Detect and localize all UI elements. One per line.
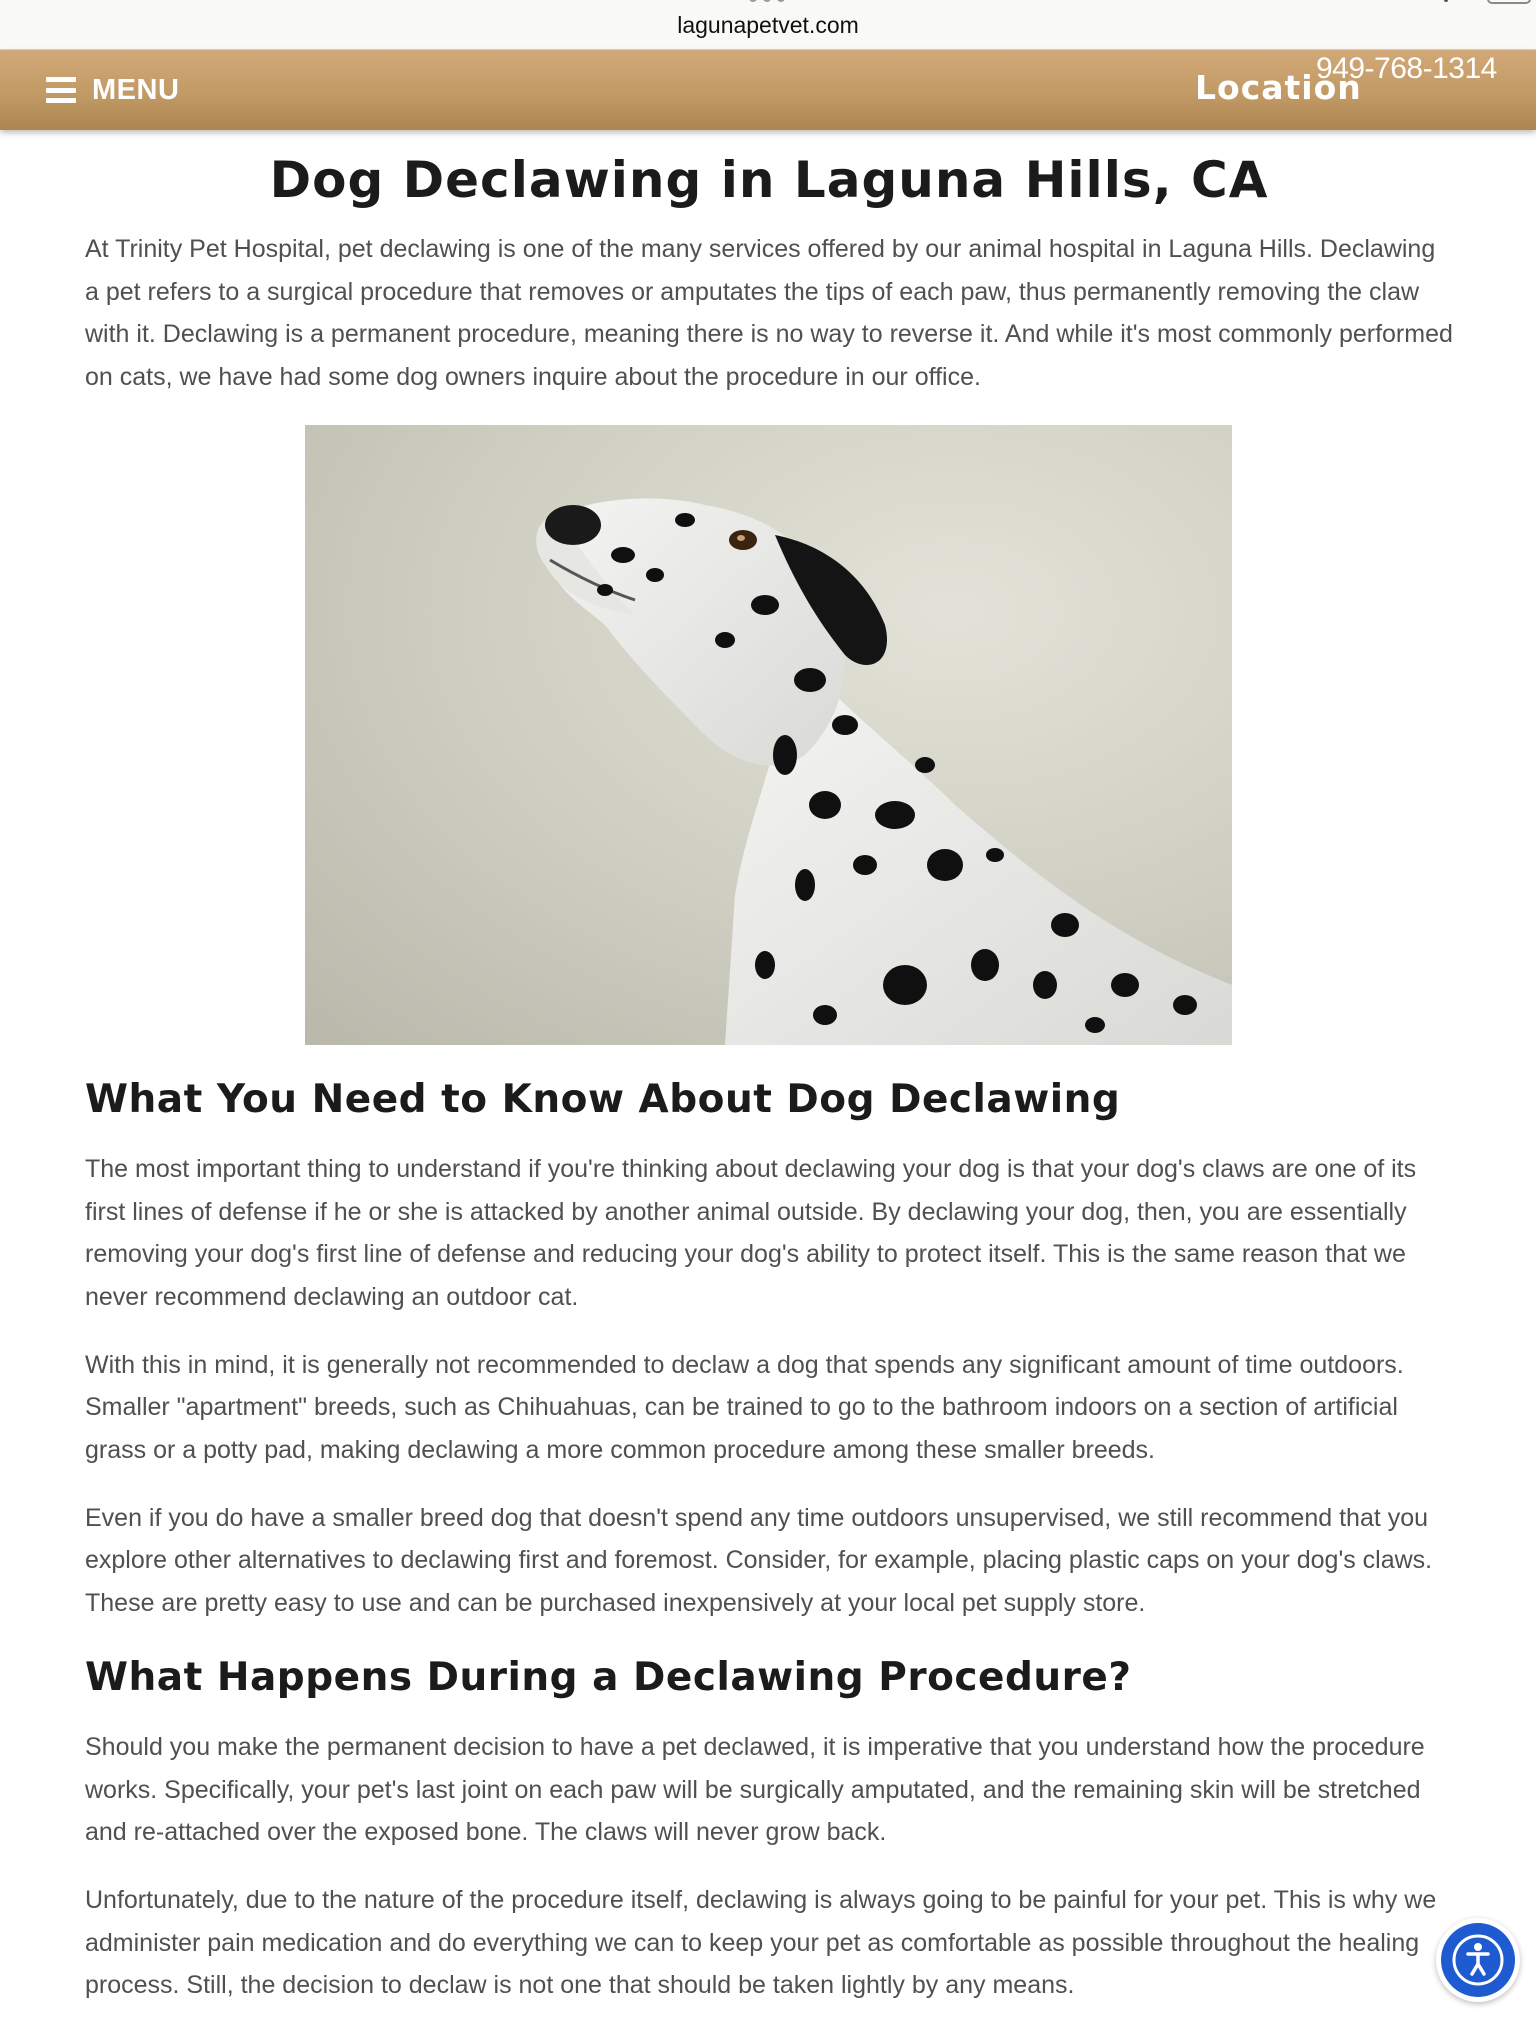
section-heading-know: What You Need to Know About Dog Declawing <box>85 1076 1121 1122</box>
dalmatian-photo <box>305 425 1232 1045</box>
section-heading-procedure: What Happens During a Declawing Procedure? <box>85 1654 1132 1700</box>
intro-paragraph: At Trinity Pet Hospital, pet declawing is one of the many services offered by our animal hospital in Laguna Hills. Declawing a pet refers to a surgical procedure that removes or amputates the tips of each paw, thus permanently removing the claw with it. Declawing is a permanent procedure, meaning there is no way to reverse it. And while it's most commonly performed on cats, we have had some dog owners inquire about the procedure in our office. <box>85 235 1453 392</box>
browser-url-bar[interactable] <box>0 0 1536 50</box>
section-paragraph: The most important thing to understand if you're thinking about declawing your dog is that your dog's claws are one of its first lines of defense if he or she is attacked by another animal outside. By declawing your dog, then, you are essentially removing your dog's first line of defense and reducing your dog's ability to protect itself. This is the same reason that we never recommend declawing an outdoor cat. <box>85 1154 1417 1311</box>
section-paragraph: Even if you do have a smaller breed dog that doesn't spend any time outdoors unsupervised, we still recommend that you explore other alternatives to declawing first and foremost. Consider, for example, placing plastic caps on your dog's claws. These are pretty easy to use and can be purchased inexpensively at your local pet supply store. <box>85 1503 1433 1618</box>
hamburger-icon <box>46 77 76 103</box>
section-paragraph: Should you make the permanent decision to have a pet declawed, it is imperative that you understand how the procedure works. Specifically, your pet's last joint on each paw will be surgically amputated, and the remaining skin will be stretched and re-attached over the exposed bone. The claws will never grow back. <box>85 1732 1425 1847</box>
tabs-icon[interactable] <box>1487 0 1531 4</box>
menu-button[interactable] <box>46 70 179 110</box>
browser-url[interactable]: lagunapetvet.com <box>677 12 859 38</box>
menu-label: MENU <box>92 73 180 106</box>
page-dots-indicator <box>740 0 794 2</box>
phone-link[interactable]: 949-768-1314 <box>1316 52 1497 85</box>
site-nav-bar <box>0 50 1536 130</box>
location-link[interactable]: Location <box>1195 68 1362 107</box>
page-title: Dog Declawing in Laguna Hills, CA <box>269 151 1269 209</box>
main-content <box>85 130 1453 2007</box>
section-paragraph: Unfortunately, due to the nature of the procedure itself, declawing is always going to be painful for your pet. This is why we administer pain medication and do everything we can to keep your pet as comfortable as possible throughout the healing process. Still, the decision to declaw is not one that should be taken lightly by any means. <box>85 1885 1437 2000</box>
accessibility-button[interactable] <box>1436 1918 1520 2002</box>
accessibility-icon <box>1441 1923 1515 1997</box>
share-icon[interactable] <box>1444 0 1448 2</box>
section-paragraph: With this in mind, it is generally not recommended to declaw a dog that spends any significant amount of time outdoors. Smaller "apartment" breeds, such as Chihuahuas, can be trained to go to the bathroom indoors on a section of artificial grass or a potty pad, making declawing a more common procedure among these smaller breeds. <box>85 1350 1404 1465</box>
